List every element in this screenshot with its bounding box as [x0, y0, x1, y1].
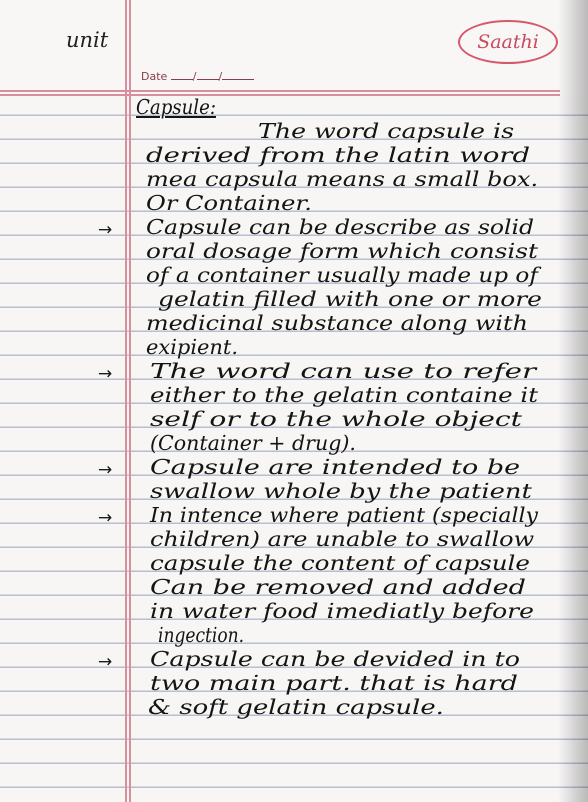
note-text: Capsule are intended to be [150, 455, 521, 479]
note-text: The word can use to refer [150, 359, 537, 383]
date-separator: / [218, 70, 223, 83]
note-text: The word capsule is [258, 119, 515, 143]
note-text: swallow whole by the patient [150, 479, 532, 503]
date-blank [222, 70, 254, 80]
note-line [0, 695, 560, 726]
header-rule [0, 90, 560, 92]
note-text: gelatin filled with one or more [158, 287, 542, 311]
note-text: oral dosage form which consist [146, 239, 538, 263]
note-text: mea capsula means a small box. [146, 167, 539, 191]
bullet-arrow-icon: → [98, 220, 113, 240]
brand-text: Saathi [477, 31, 539, 53]
note-text: (Container + drug). [150, 431, 356, 455]
date-separator: / [192, 70, 197, 83]
date-blank [197, 70, 219, 80]
note-text: two main part. that is hard [150, 671, 518, 695]
note-text: Can be removed and added [150, 575, 526, 599]
date-field [141, 70, 254, 83]
note-text: In intence where patient (specially [150, 503, 538, 527]
note-text: Capsule can be devided in to [150, 647, 520, 671]
note-text: self or to the whole object [150, 407, 522, 431]
note-text: capsule the content of capsule [150, 551, 530, 575]
note-text: medicinal substance along with [146, 311, 528, 335]
note-text: in water food imediatly before [150, 599, 534, 623]
unit-label: unit [66, 28, 109, 52]
date-blank [171, 70, 193, 80]
bullet-arrow-icon: → [98, 508, 113, 528]
note-text: ingection. [158, 623, 244, 647]
note-text: Capsule can be describe as solid [146, 215, 535, 239]
bullet-arrow-icon: → [98, 652, 113, 672]
date-label: Date [141, 70, 168, 83]
note-text: of a container usually made up of [146, 263, 538, 287]
note-line [0, 599, 560, 630]
note-text: & soft gelatin capsule. [148, 695, 444, 719]
note-text: either to the gelatin containe it [150, 383, 539, 407]
note-text: derived from the latin word [146, 143, 531, 167]
note-text: exipient. [146, 335, 239, 359]
note-line [0, 311, 560, 342]
page-edge-shadow [558, 0, 588, 802]
bullet-arrow-icon: → [98, 460, 113, 480]
note-title: Capsule: [136, 95, 216, 119]
note-text: Or Container. [146, 191, 312, 215]
note-text: children) are unable to swallow [150, 527, 535, 551]
bullet-arrow-icon: → [98, 364, 113, 384]
brand-logo [458, 20, 558, 64]
header-rule [0, 94, 560, 96]
